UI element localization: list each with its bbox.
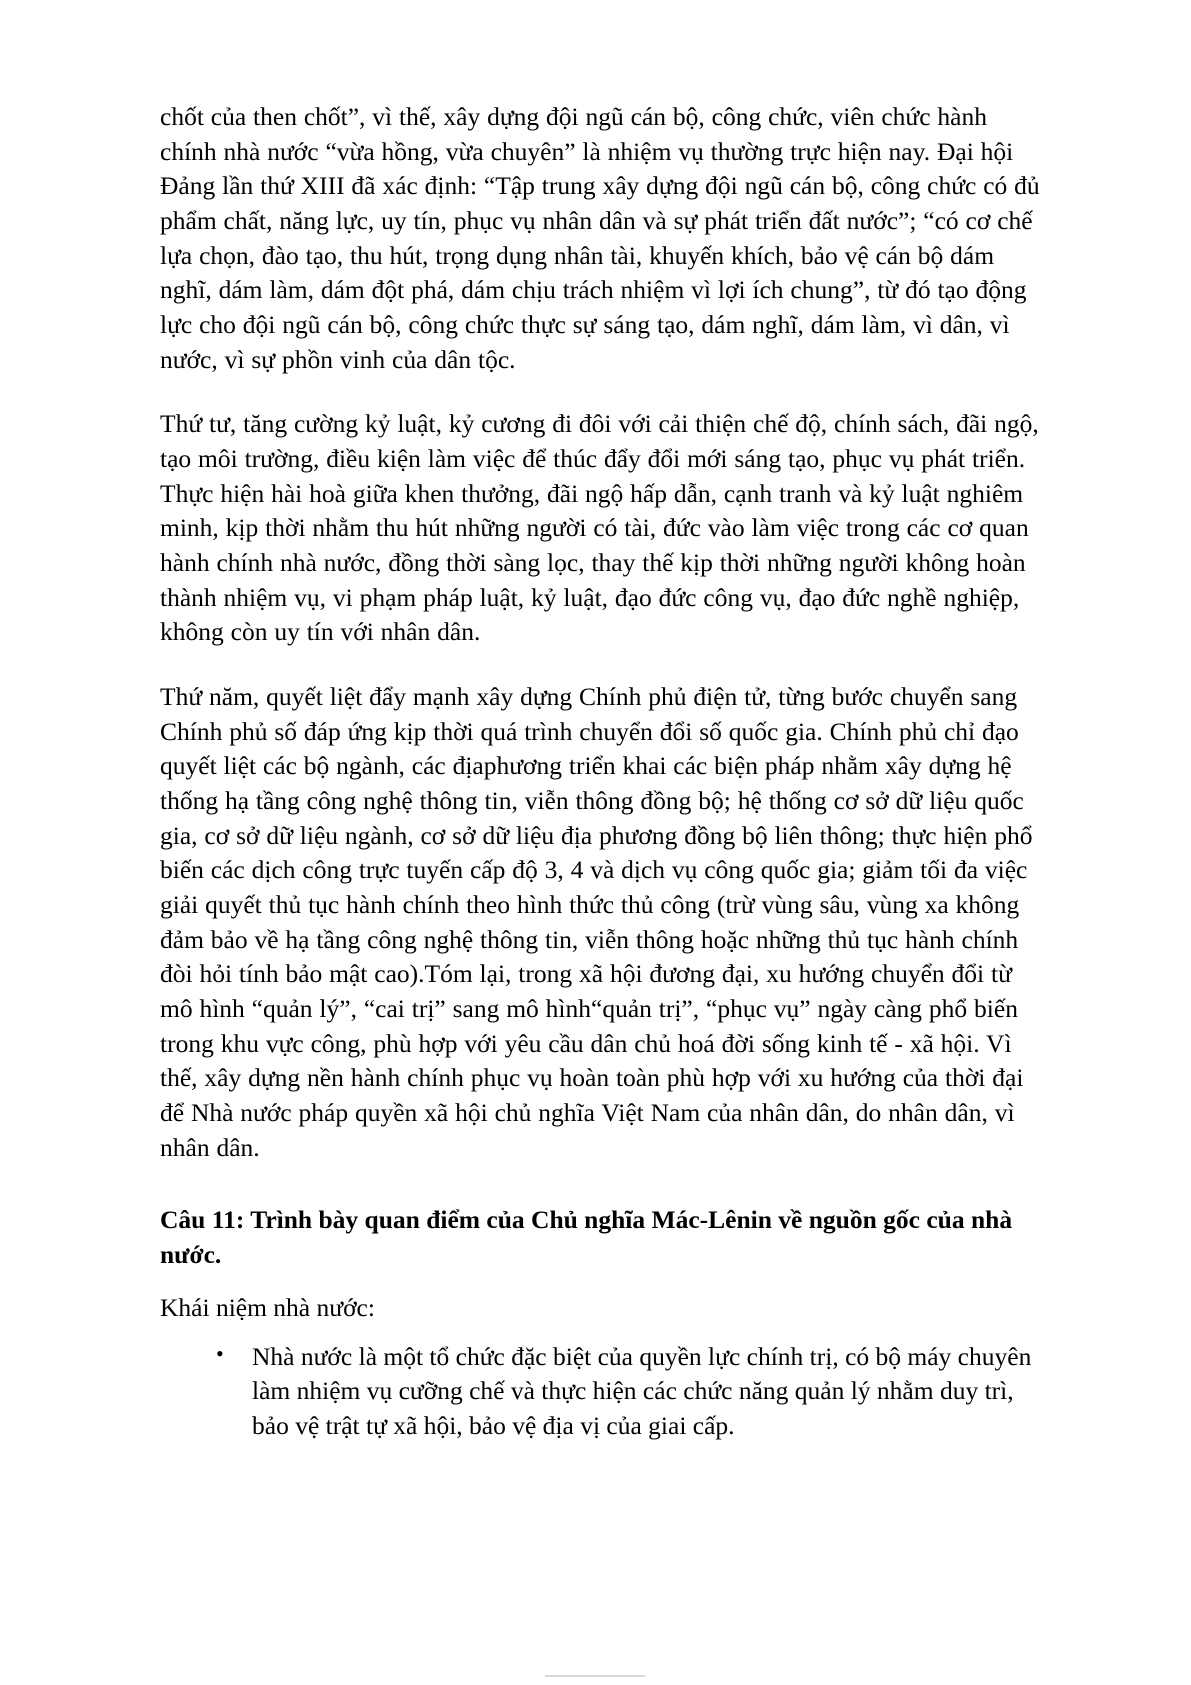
paragraph-2: Thứ tư, tăng cường kỷ luật, kỷ cương đi đôi với cải thiện chế độ, chính sách, đãi ngộ, tạo môi trường, điều kiện làm việc để thúc đẩy đổi mới sáng tạo, phục vụ phát triển. Thực hiện hài hoà giữa khen thưởng, đãi ngộ hấp dẫn, cạnh tranh và kỷ luật nghiêm minh, kịp thời nhằm thu hút những người có tài, đức vào làm việc trong các cơ quan hành chính nhà nước, đồng thời sàng lọc, thay thế kịp thời những người không hoàn thành nhiệm vụ, vi phạm pháp luật, kỷ luật, đạo đức công vụ, đạo đức nghề nghiệp, không còn uy tín với nhân dân. — [160, 409, 1039, 647]
lead-text: Khái niệm nhà nước: — [160, 1292, 375, 1322]
bullet-list — [160, 1340, 1040, 1444]
list-item: • Nhà nước là một tổ chức đặc biệt của quyền lực chính trị, có bộ máy chuyên làm nhiệm vụ cưỡng chế và thực hiện các chức năng quản lý nhằm duy trì, bảo vệ trật tự xã hội, bảo vệ địa vị của giai cấp. — [216, 1340, 1040, 1444]
paragraph-1: chốt của then chốt”, vì thế, xây dựng đội ngũ cán bộ, công chức, viên chức hành chính nhà nước “vừa hồng, vừa chuyên” là nhiệm vụ thường trực hiện nay. Đại hội Đảng lần thứ XIII đã xác định: “Tập trung xây dựng đội ngũ cán bộ, công chức có đủ phẩm chất, năng lực, uy tín, phục vụ nhân dân và sự phát triển đất nước”; “có cơ chế lựa chọn, đào tạo, thu hút, trọng dụng nhân tài, khuyến khích, bảo vệ cán bộ dám nghĩ, dám làm, dám đột phá, dám chịu trách nhiệm vì lợi ích chung”, từ đó tạo động lực cho đội ngũ cán bộ, công chức thực sự sáng tạo, dám nghĩ, dám làm, vì dân, vì nước, vì sự phồn vinh của dân tộc. — [160, 102, 1040, 374]
footer-divider — [545, 1675, 645, 1677]
section-heading: Câu 11: Trình bày quan điểm của Chủ nghĩa Mác-Lênin về nguồn gốc của nhà nước. — [160, 1205, 1013, 1270]
document-content — [160, 100, 1040, 1444]
paragraph-3: Thứ năm, quyết liệt đẩy mạnh xây dựng Chính phủ điện tử, từng bước chuyển sang Chính phủ số đáp ứng kịp thời quá trình chuyển đổi số quốc gia. Chính phủ chỉ đạo quyết liệt các bộ ngành, các địaphương triển khai các biện pháp nhằm xây dựng hệ thống hạ tầng công nghệ thông tin, viễn thông đồng bộ; hệ thống cơ sở dữ liệu quốc gia, cơ sở dữ liệu ngành, cơ sở dữ liệu địa phương đồng bộ liên thông; thực hiện phổ biến các dịch công trực tuyến cấp độ 3, 4 và dịch vụ công quốc gia; giảm tối đa việc giải quyết thủ tục hành chính theo hình thức thủ công (trừ vùng sâu, vùng xa không đảm bảo về hạ tầng công nghệ thông tin, viễn thông hoặc những thủ tục hành chính đòi hỏi tính bảo mật cao).Tóm lại, trong xã hội đương đại, xu hướng chuyển đổi từ mô hình “quản lý”, “cai trị” sang mô hình“quản trị”, “phục vụ” ngày càng phổ biến trong khu vực công, phù hợp với yêu cầu dân chủ hoá đời sống kinh tế - xã hội. Vì thế, xây dựng nền hành chính phục vụ hoàn toàn phù hợp với xu hướng của thời đại để Nhà nước pháp quyền xã hội chủ nghĩa Việt Nam của nhân dân, do nhân dân, vì nhân dân. — [160, 682, 1033, 1162]
